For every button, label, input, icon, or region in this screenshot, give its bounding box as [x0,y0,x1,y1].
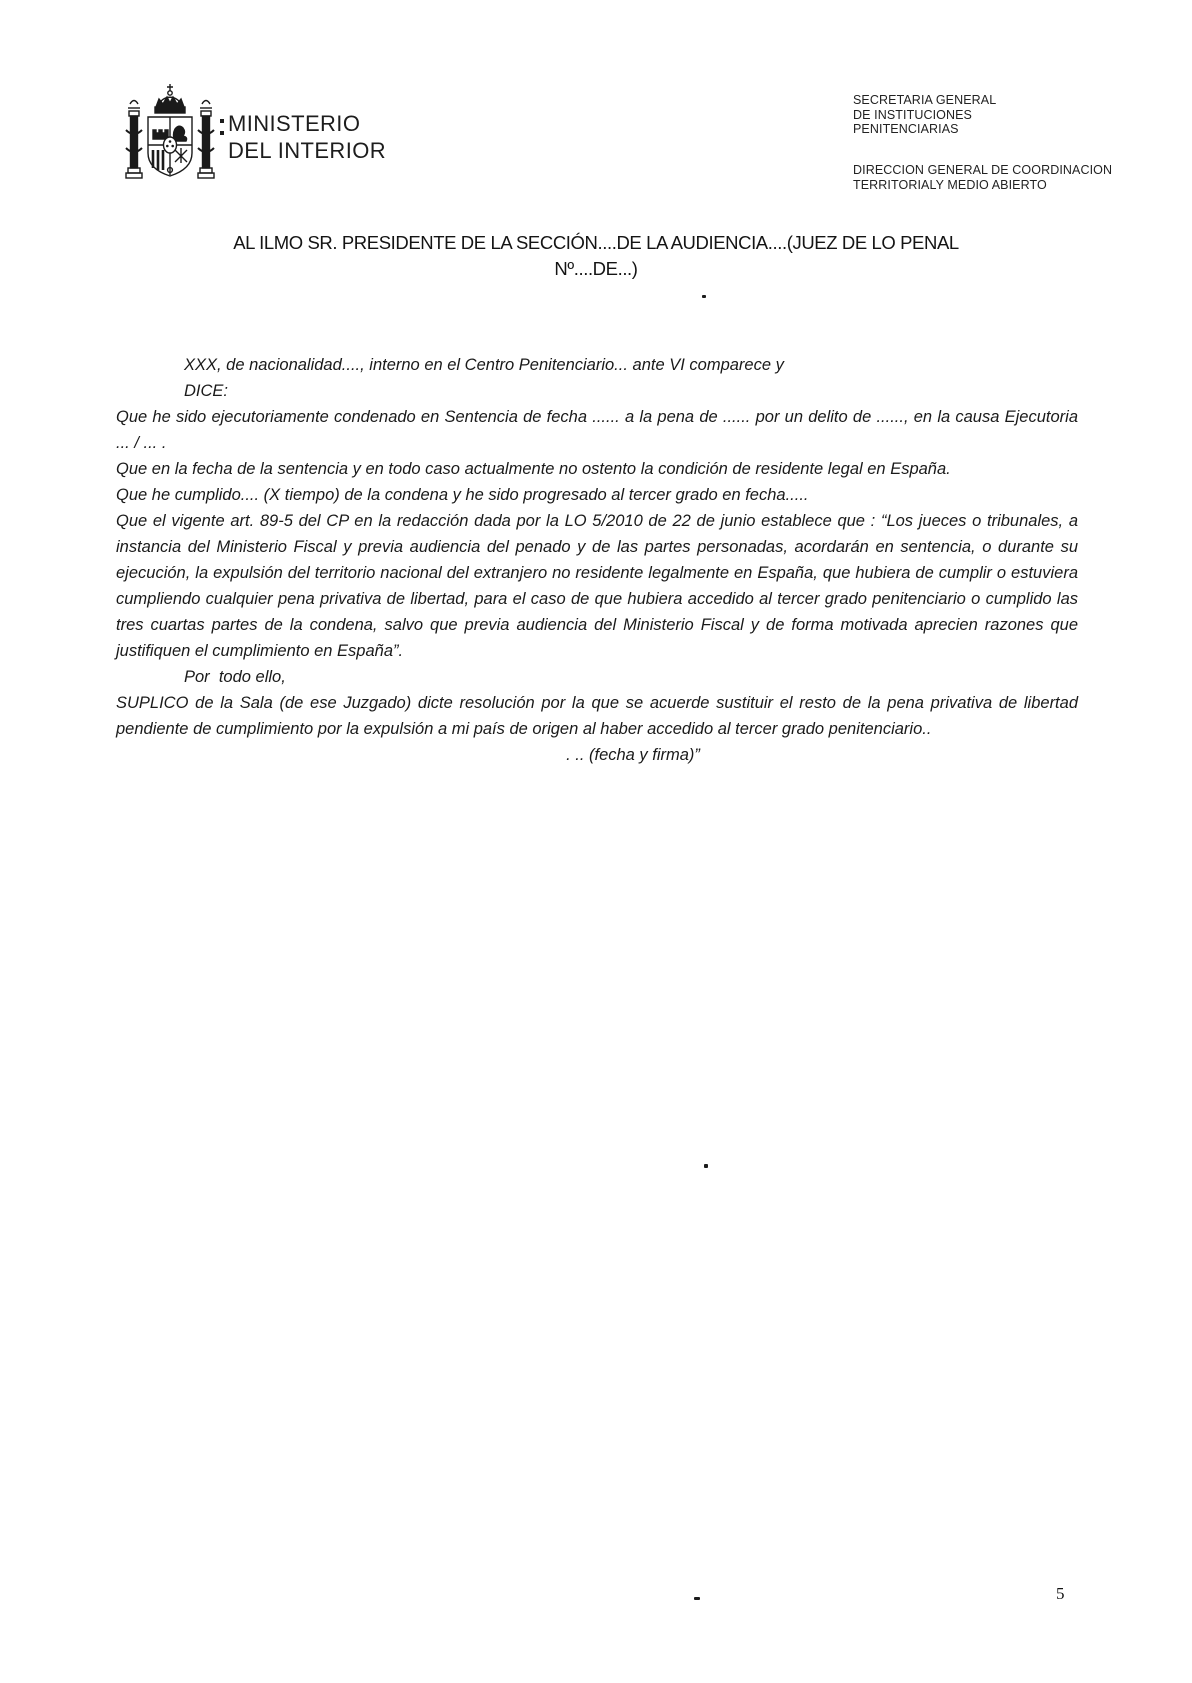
direccion-general-block [853,163,1112,192]
scan-artifact [220,119,224,136]
spain-coat-of-arms-icon [122,82,218,188]
ministry-line2: DEL INTERIOR [228,138,387,163]
stray-mark [702,295,706,298]
document-title [0,230,1192,282]
secretaria-line2: DE INSTITUCIONES [853,107,972,122]
title-line1: AL ILMO SR. PRESIDENTE DE LA SECCIÓN....DE LA AUDIENCIA....(JUEZ DE LO PENAL [233,232,959,253]
title-line2: Nº....DE...) [554,258,638,279]
ministry-line1: MINISTERIO [228,111,361,136]
letter-body [116,352,1078,768]
fecha-firma-line: . .. (fecha y firma)” [566,746,700,764]
direccion-line1: DIRECCION GENERAL DE COORDINACION [853,163,1113,177]
cumplido-paragraph: Que he cumplido.... (X tiempo) de la condena y he sido progresado al tercer grado en fecha..... [116,486,809,504]
comparece-paragraph: XXX, de nacionalidad...., interno en el Centro Penitenciario... ante VI comparece y [184,356,784,374]
residencia-paragraph: Que en la fecha de la sentencia y en todo caso actualmente no ostento la condición de residente legal en España. [116,460,951,478]
stray-mark [704,1164,708,1168]
secretaria-line1: SECRETARIA GENERAL [853,93,997,107]
stray-mark [694,1597,700,1600]
direccion-line2: TERRITORIALY MEDIO ABIERTO [853,177,1047,192]
dice-heading: DICE: [184,382,229,400]
articulo-89-paragraph: Que el vigente art. 89-5 del CP en la redacción dada por la LO 5/2010 de 22 de junio establece que : “Los jueces o tribunales, a instancia del Ministerio Fiscal y previa audiencia del penado y de las partes personadas, acordarán en sentencia, o durante su ejecución, la expulsión del territorio nacional del extranjero no residente legalmente en España, que hubiera de cumplir o estuviera cumpliendo cualquier pena privativa de libertad, para el caso de que hubiera accedido al tercer grado penitenciario o cumplido las tres cuartas partes de la condena, salvo que previa audiencia del Ministerio Fiscal y de forma motivada aprecien razones que justifiquen el cumplimiento en España”. [116,512,1078,660]
por-todo-ello-line: Por todo ello, [184,668,286,686]
secretaria-line3: PENITENCIARIAS [853,122,959,136]
ministry-name [228,110,386,164]
secretaria-general-block [853,93,996,137]
page-number: 5 [1056,1584,1065,1603]
suplico-paragraph: SUPLICO de la Sala (de ese Juzgado) dicte resolución por la que se acuerde sustituir el resto de la pena privativa de libertad pendiente de cumplimiento por la expulsión a mi país de origen al haber accedido al tercer grado penitenciario.. [116,694,1078,738]
condena-paragraph: Que he sido ejecutoriamente condenado en Sentencia de fecha ...... a la pena de ...... por un delito de ......, en la causa Ejecutoria ... / ... . [116,408,1078,452]
